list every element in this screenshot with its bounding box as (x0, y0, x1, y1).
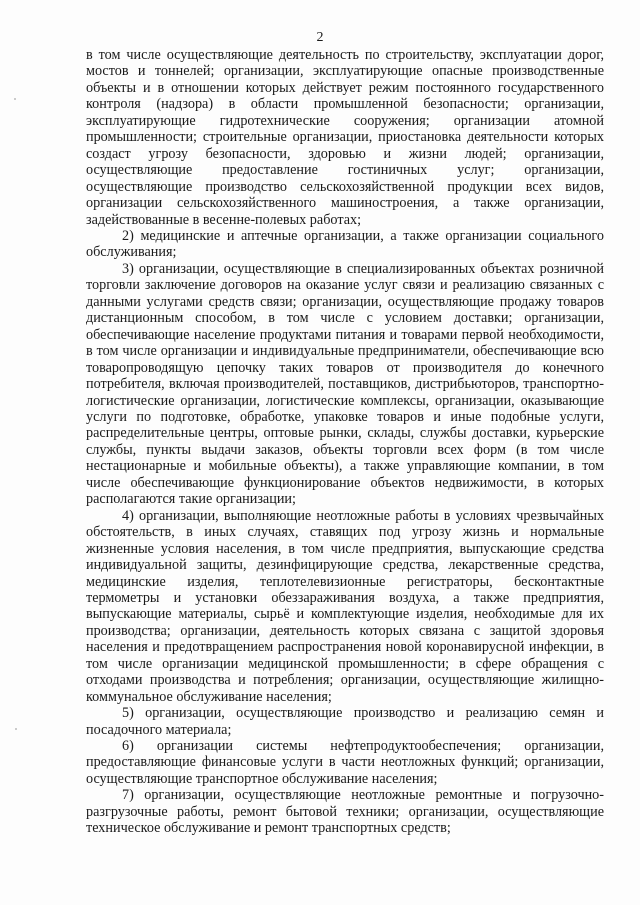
paragraph-item-6: 6) организации системы нефтепродуктообеспечения; организации, предоставляющие финансовые услуги в части неотложных функций; организации, осуществляющие транспортное обслуживание населения; (86, 738, 604, 787)
page-number: 2 (316, 30, 324, 45)
paragraph-item-2: 2) медицинские и аптечные организации, а также организации социального обслуживания; (86, 227, 604, 261)
paragraph-item-4: 4) организации, выполняющие неотложные работы в условиях чрезвычайных обстоятельств, в иных случаях, ставящих под угрозу жизнь и нормальные жизненные условия населения, в том числе предприятия, выпускающие средства индивидуальной защиты, дезинфицирующие средства, лекарственные средства, медицинские изделия, теплотелевизионные регистраторы, бесконтактные термометры и установки обеззараживания воздуха, а также предприятия, выпускающие материалы, сырьё и комплектующие изделия, необходимые для их производства; организации, деятельность которых связана с защитой здоровья населения и предотвращением распространения новой коронавирусной инфекции, в том числе организации медицинской промышленности; в сфере обращения с отходами производства и потребления; организации, осуществляющие жилищно-коммунальное обслуживание населения; (86, 507, 604, 705)
scan-speck (14, 98, 16, 100)
paragraph-item-7: 7) организации, осуществляющие неотложные ремонтные и погрузочно-разгрузочные работы, ремонт бытовой техники; организации, осуществляющие техническое обслуживание и ремонт транспортных средств; (86, 787, 604, 837)
scan-speck (15, 728, 17, 730)
paragraph-continuation: в том числе осуществляющие деятельность по строительству, эксплуатации дорог, мостов и тоннелей; организации, эксплуатирующие опасные производственные объекты и в отношении которых действует режим постоянного государственного контроля (надзора) в области промышленной безопасности; организации, эксплуатирующие гидротехнические сооружения; организации атомной промышленности; строительные организации, приостановка деятельности которых создаст угрозу безопасности, здоровью и жизни людей; организации, осуществляющие предоставление гостиничных услуг; организации, осуществляющие производство сельскохозяйственной продукции всех видов, организации сельскохозяйственного машиностроения, а также организации, задействованные в весенне-полевых работах; (86, 47, 604, 228)
paragraph-item-5: 5) организации, осуществляющие производство и реализацию семян и посадочного материала; (86, 705, 604, 738)
paragraph-item-3: 3) организации, осуществляющие в специализированных объектах розничной торговли заключение договоров на оказание услуг связи и реализацию связанных с данными услугами средств связи; организации, осуществляющие продажу товаров дистанционным способом, в том числе с условием доставки; организации, обеспечивающие население продуктами питания и товарами первой необходимости, в том числе организации и индивидуальные предприниматели, обеспечивающие всю товаропроводящую цепочку таких товаров от производителя до конечного потребителя, включая производителей, поставщиков, дистрибьюторов, транспортно-логистические организации, логистические комплексы, организации, оказывающие услуги по подготовке, обработке, упаковке товаров и иные подобные услуги, распределительные центры, оптовые рынки, склады, службы доставки, курьерские службы, пункты выдачи заказов, объекты торговли всех форм (в том числе нестационарные и мобильные объекты), а также управляющие компании, в том числе обеспечивающие функционирование объектов недвижимости, в которых располагаются такие организации; (86, 260, 604, 508)
document-body (86, 47, 604, 837)
